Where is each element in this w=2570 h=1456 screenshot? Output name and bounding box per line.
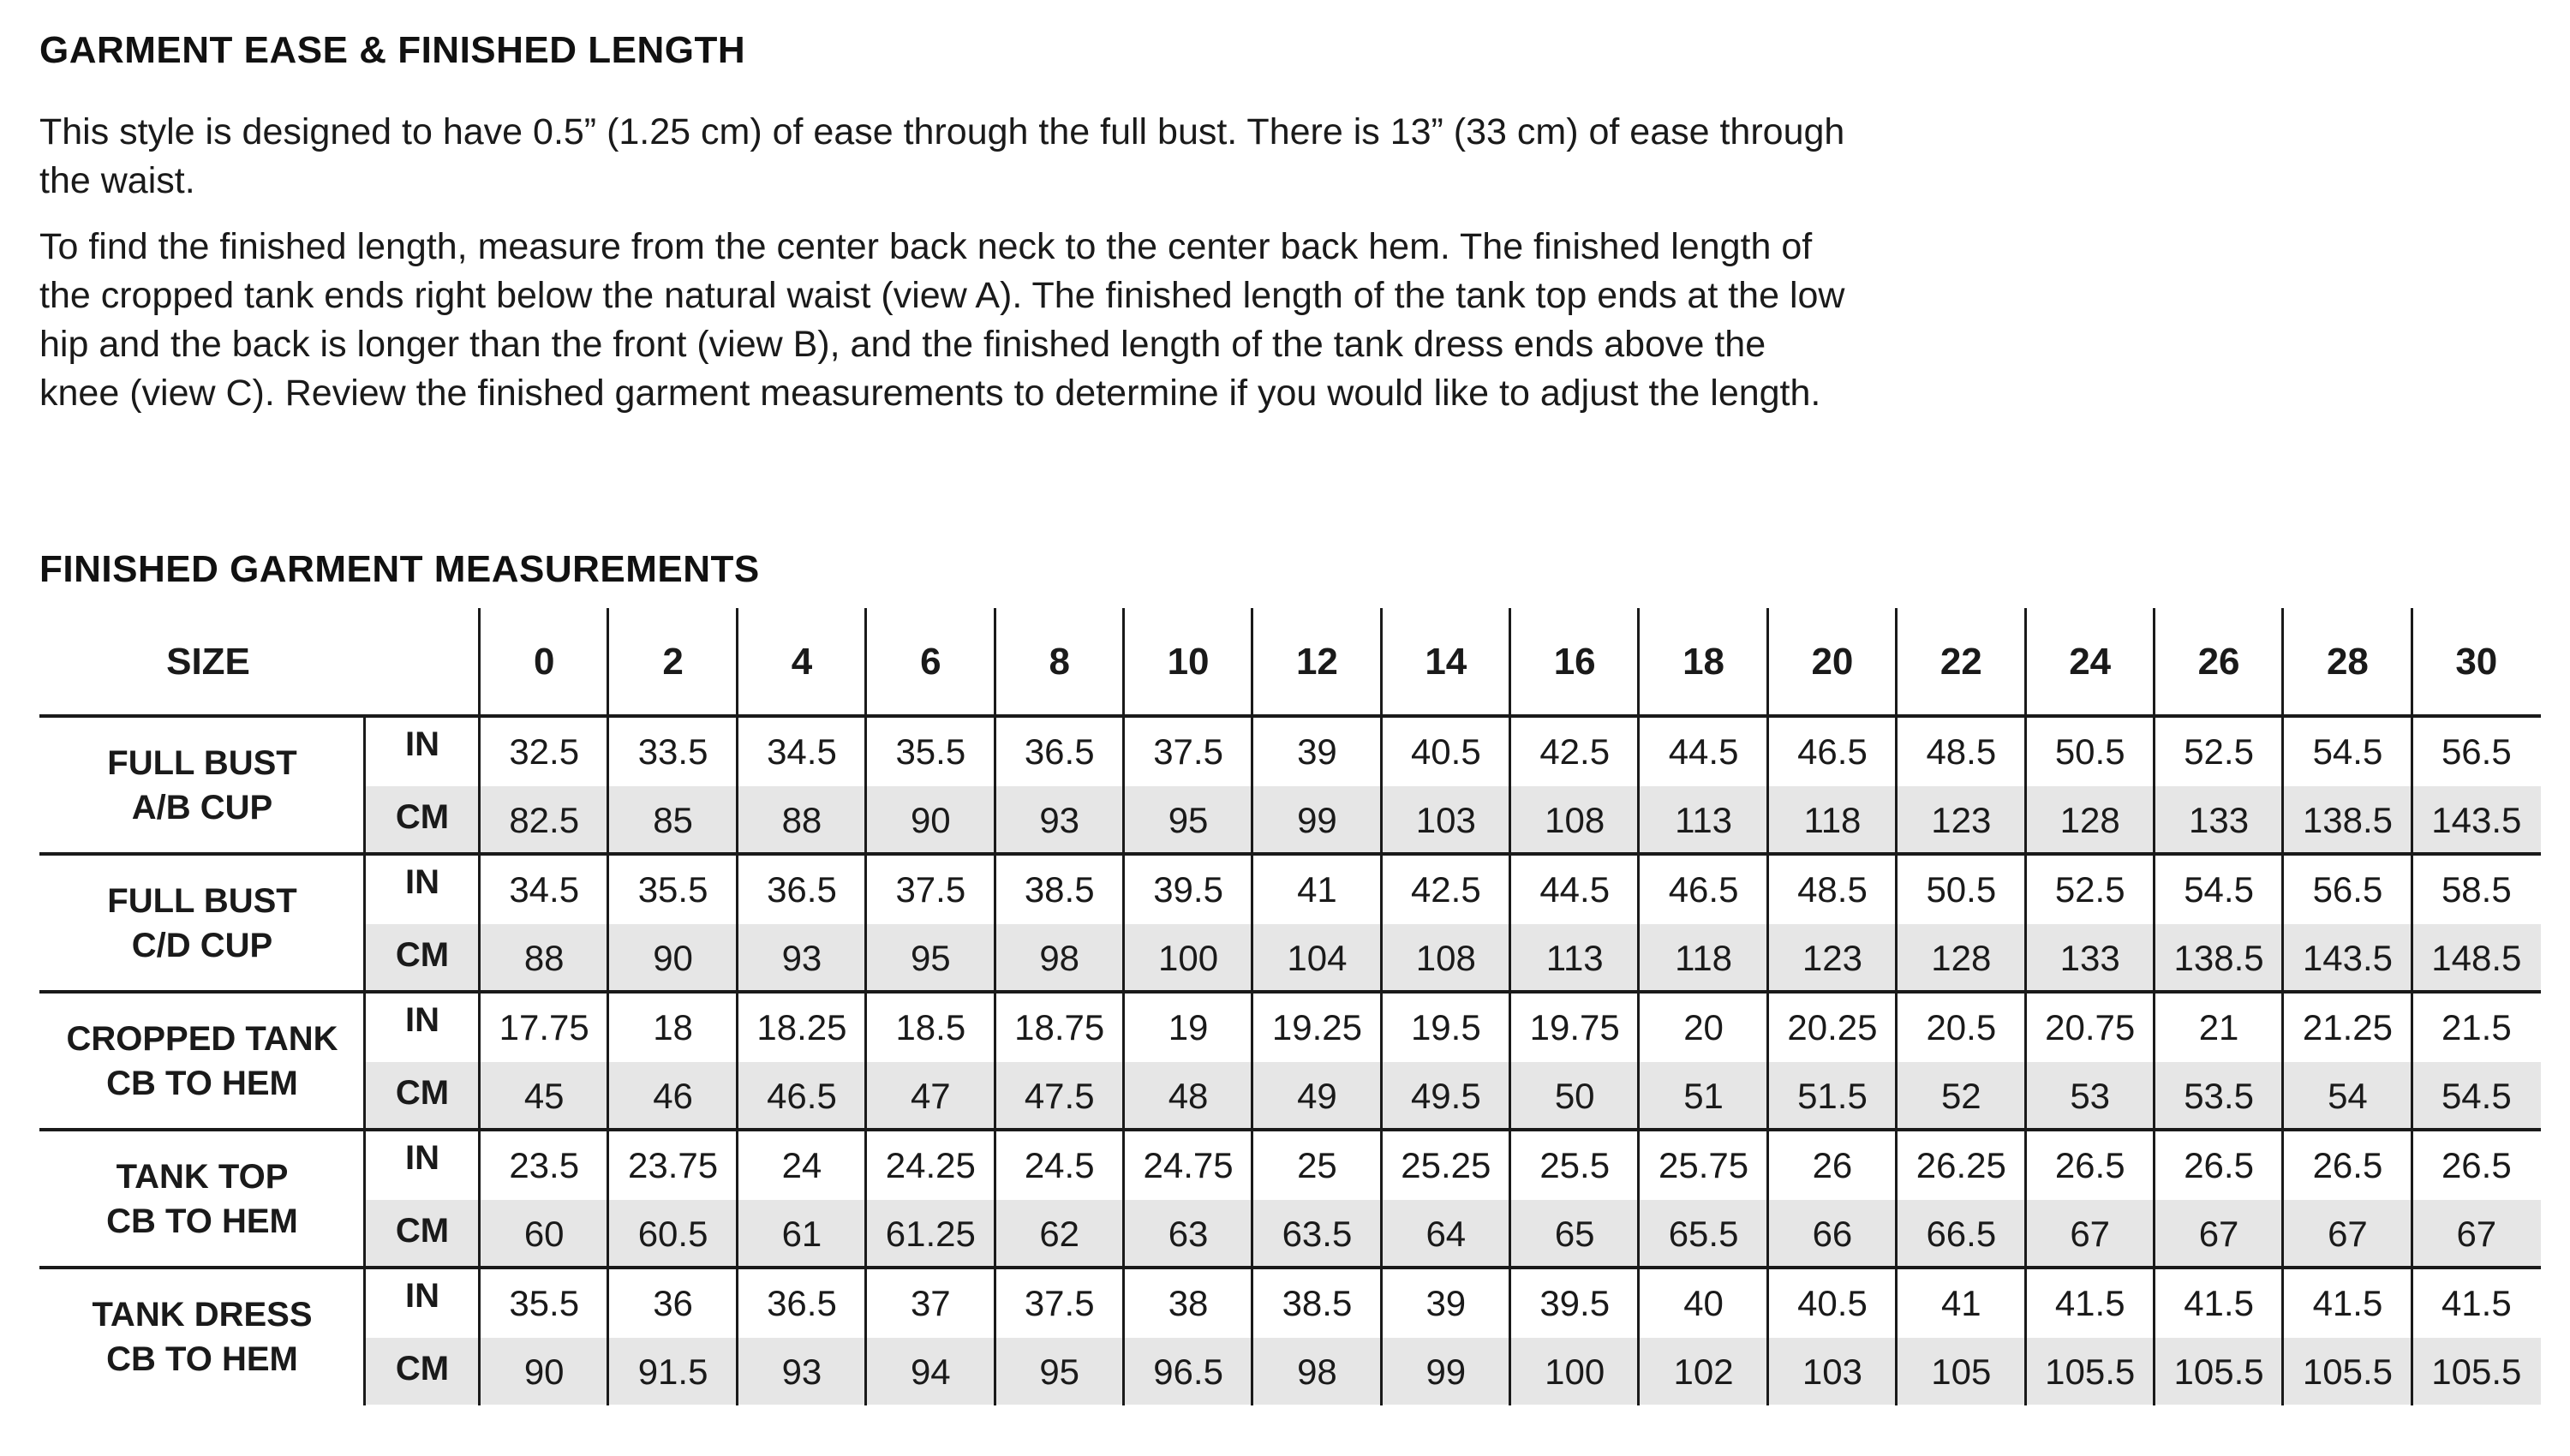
size-column-header: 8 bbox=[1049, 641, 1070, 683]
row-label-line-1: FULL BUST bbox=[107, 743, 297, 782]
size-column-header: 22 bbox=[1939, 641, 1982, 683]
table-cell-cm: 48 bbox=[1168, 1076, 1209, 1116]
measurement-row-label bbox=[39, 992, 365, 1130]
measurement-row-label bbox=[39, 854, 365, 992]
table-cell-in: 35.5 bbox=[509, 1283, 580, 1323]
size-column-header: 24 bbox=[2069, 641, 2112, 683]
table-cell-cm: 138.5 bbox=[2173, 938, 2264, 978]
table-cell-cm: 61.25 bbox=[885, 1214, 976, 1254]
table-cell-in: 18.75 bbox=[1014, 1007, 1105, 1047]
table-cell-cm: 103 bbox=[1802, 1352, 1862, 1392]
table-cell-in: 20.75 bbox=[2045, 1007, 2136, 1047]
unit-in-label: IN bbox=[405, 1276, 439, 1315]
table-cell-in: 48.5 bbox=[1797, 869, 1868, 910]
size-column-header: 30 bbox=[2455, 641, 2498, 683]
table-cell-in: 39 bbox=[1297, 731, 1337, 772]
table-cell-cm: 63.5 bbox=[1282, 1214, 1353, 1254]
table-cell-in: 36.5 bbox=[1024, 731, 1095, 772]
table-cell-in: 54.5 bbox=[2184, 869, 2254, 910]
table-cell-in: 37 bbox=[910, 1283, 951, 1323]
table-row-divider bbox=[39, 990, 2541, 994]
size-column-header: 28 bbox=[2326, 641, 2369, 683]
table-cell-in: 48.5 bbox=[1926, 731, 1997, 772]
table-cell-in: 18.5 bbox=[895, 1007, 966, 1047]
ease-heading: GARMENT EASE & FINISHED LENGTH bbox=[39, 29, 746, 71]
table-cell-cm: 88 bbox=[523, 938, 565, 978]
table-cell-in: 37.5 bbox=[895, 869, 966, 910]
table-cell-in: 21 bbox=[2198, 1007, 2239, 1047]
table-cell-in: 40.5 bbox=[1797, 1283, 1868, 1323]
size-column-divider bbox=[2411, 608, 2413, 1405]
table-cell-in: 19.75 bbox=[1529, 1007, 1620, 1047]
table-cell-in: 37.5 bbox=[1153, 731, 1223, 772]
table-cell-cm: 53 bbox=[2070, 1076, 2111, 1116]
table-cell-cm: 100 bbox=[1158, 938, 1219, 978]
table-cell-cm: 123 bbox=[1802, 938, 1862, 978]
table-cell-in: 35.5 bbox=[637, 869, 708, 910]
size-column-divider bbox=[1122, 608, 1125, 1405]
table-cell-in: 42.5 bbox=[1539, 731, 1611, 772]
table-cell-in: 56.5 bbox=[2312, 869, 2383, 910]
table-cell-in: 19.5 bbox=[1410, 1007, 1481, 1047]
unit-cm-label: CM bbox=[395, 935, 450, 974]
table-cell-in: 52.5 bbox=[2184, 731, 2254, 772]
table-cell-in: 42.5 bbox=[1410, 869, 1481, 910]
table-cell-cm: 113 bbox=[1545, 938, 1604, 978]
table-cell-cm: 85 bbox=[653, 800, 693, 840]
size-column-divider bbox=[478, 608, 481, 1405]
table-cell-in: 36.5 bbox=[767, 869, 837, 910]
table-row-divider bbox=[39, 852, 2541, 856]
table-cell-cm: 93 bbox=[781, 1352, 822, 1392]
table-cell-cm: 50 bbox=[1554, 1076, 1595, 1116]
table-cell-cm: 118 bbox=[1675, 938, 1733, 978]
size-column-divider bbox=[1895, 608, 1898, 1405]
size-column-divider bbox=[1380, 608, 1383, 1405]
table-cell-in: 19 bbox=[1168, 1007, 1209, 1047]
table-cell-in: 26 bbox=[1812, 1145, 1853, 1185]
size-column-header: 6 bbox=[920, 641, 941, 683]
table-cell-cm: 51 bbox=[1683, 1076, 1724, 1116]
table-cell-cm: 53.5 bbox=[2184, 1076, 2254, 1116]
table-cell-in: 50.5 bbox=[2054, 731, 2125, 772]
table-cell-in: 24 bbox=[781, 1145, 822, 1185]
table-cell-cm: 66 bbox=[1812, 1214, 1853, 1254]
table-cell-in: 37.5 bbox=[1024, 1283, 1095, 1323]
table-cell-cm: 100 bbox=[1545, 1352, 1605, 1392]
table-cell-in: 50.5 bbox=[1926, 869, 1997, 910]
table-cell-cm: 98 bbox=[1039, 938, 1080, 978]
size-column-divider bbox=[1509, 608, 1511, 1405]
table-cell-in: 25.75 bbox=[1659, 1145, 1749, 1185]
size-column-header: 18 bbox=[1682, 641, 1725, 683]
table-cell-cm: 65 bbox=[1554, 1214, 1595, 1254]
row-label-line-1: CROPPED TANK bbox=[66, 1019, 338, 1058]
length-paragraph: To find the finished length, measure from the center back neck to the center back hem. The finished length of the cropped tank ends right below the natural waist (view A). The finished length of the tank top ends at the low hip and the back is longer than the front (view B), and the finished length of the tank dress ends above the knee (view C). Review the finished garment measurements to determine if you would like to adjust the length. bbox=[39, 226, 1845, 414]
table-cell-in: 46.5 bbox=[1668, 869, 1739, 910]
table-cell-in: 46.5 bbox=[1797, 731, 1868, 772]
table-cell-cm: 95 bbox=[1168, 800, 1209, 840]
table-cell-in: 17.75 bbox=[499, 1007, 589, 1047]
measurement-row-label bbox=[39, 716, 365, 854]
table-cell-in: 54.5 bbox=[2312, 731, 2383, 772]
table-cell-cm: 143.5 bbox=[2302, 938, 2393, 978]
table-cell-cm: 90 bbox=[523, 1352, 565, 1392]
size-column-header: 14 bbox=[1425, 641, 1467, 683]
row-label-line-2: CB TO HEM bbox=[106, 1340, 298, 1378]
table-cell-cm: 61 bbox=[781, 1214, 822, 1254]
table-cell-cm: 51.5 bbox=[1797, 1076, 1868, 1116]
table-cell-in: 34.5 bbox=[767, 731, 837, 772]
row-label-line-1: FULL BUST bbox=[107, 881, 297, 920]
table-cell-in: 38.5 bbox=[1282, 1283, 1353, 1323]
table-cell-in: 34.5 bbox=[509, 869, 580, 910]
table-cell-cm: 95 bbox=[1039, 1352, 1080, 1392]
table-cell-in: 41.5 bbox=[2441, 1283, 2512, 1323]
table-row-divider bbox=[39, 1128, 2541, 1131]
table-cell-in: 23.75 bbox=[628, 1145, 719, 1185]
table-cell-in: 32.5 bbox=[509, 731, 580, 772]
table-cell-in: 25.25 bbox=[1401, 1145, 1491, 1185]
table-cell-cm: 103 bbox=[1415, 800, 1476, 840]
table-cell-cm: 93 bbox=[1039, 800, 1080, 840]
unit-in-label: IN bbox=[405, 1000, 439, 1039]
size-column-header: 10 bbox=[1167, 641, 1210, 683]
table-cell-cm: 102 bbox=[1673, 1352, 1734, 1392]
size-column-header: 20 bbox=[1811, 641, 1854, 683]
table-cell-cm: 54 bbox=[2328, 1076, 2368, 1116]
table-cell-in: 40 bbox=[1683, 1283, 1724, 1323]
table-cell-cm: 60 bbox=[523, 1214, 565, 1254]
table-cell-cm: 108 bbox=[1415, 938, 1476, 978]
table-cell-cm: 113 bbox=[1675, 800, 1733, 840]
row-label-line-1: TANK TOP bbox=[116, 1157, 289, 1196]
table-cell-cm: 104 bbox=[1287, 938, 1348, 978]
table-cell-in: 18 bbox=[653, 1007, 693, 1047]
table-cell-in: 25.5 bbox=[1539, 1145, 1611, 1185]
table-cell-in: 26.5 bbox=[2054, 1145, 2125, 1185]
table-cell-in: 36.5 bbox=[767, 1283, 837, 1323]
table-cell-cm: 47 bbox=[910, 1076, 951, 1116]
table-cell-in: 20.5 bbox=[1926, 1007, 1997, 1047]
table-cell-cm: 128 bbox=[2059, 800, 2120, 840]
size-column-divider bbox=[994, 608, 996, 1405]
table-cell-cm: 88 bbox=[781, 800, 822, 840]
table-cell-cm: 67 bbox=[2456, 1214, 2497, 1254]
table-row-divider bbox=[39, 714, 2541, 718]
table-cell-in: 41 bbox=[1940, 1283, 1981, 1323]
table-cell-in: 38 bbox=[1168, 1283, 1209, 1323]
table-cell-cm: 99 bbox=[1297, 800, 1337, 840]
table-cell-in: 41.5 bbox=[2054, 1283, 2125, 1323]
table-cell-cm: 63 bbox=[1168, 1214, 1209, 1254]
row-label-line-2: A/B CUP bbox=[131, 788, 273, 826]
table-cell-cm: 67 bbox=[2328, 1214, 2368, 1254]
unit-in-label: IN bbox=[405, 725, 439, 763]
table-cell-in: 35.5 bbox=[895, 731, 966, 772]
table-cell-in: 40.5 bbox=[1410, 731, 1481, 772]
size-header: SIZE bbox=[166, 641, 250, 683]
size-column-divider bbox=[1637, 608, 1640, 1405]
table-row-divider bbox=[39, 1266, 2541, 1269]
table-cell-cm: 93 bbox=[781, 938, 822, 978]
table-cell-in: 18.25 bbox=[756, 1007, 847, 1047]
table-cell-cm: 52 bbox=[1940, 1076, 1981, 1116]
table-cell-cm: 148.5 bbox=[2431, 938, 2522, 978]
table-cell-cm: 47.5 bbox=[1024, 1076, 1095, 1116]
size-column-divider bbox=[864, 608, 867, 1405]
table-cell-in: 24.5 bbox=[1024, 1145, 1095, 1185]
row-label-line-2: CB TO HEM bbox=[106, 1202, 298, 1240]
table-cell-in: 41.5 bbox=[2184, 1283, 2254, 1323]
table-cell-cm: 66.5 bbox=[1926, 1214, 1997, 1254]
table-cell-cm: 67 bbox=[2070, 1214, 2111, 1254]
table-cell-cm: 105.5 bbox=[2173, 1352, 2264, 1392]
table-cell-cm: 49 bbox=[1297, 1076, 1337, 1116]
table-cell-cm: 105.5 bbox=[2431, 1352, 2522, 1392]
unit-cm-label: CM bbox=[395, 1073, 450, 1112]
table-cell-cm: 99 bbox=[1425, 1352, 1467, 1392]
table-cell-in: 44.5 bbox=[1539, 869, 1611, 910]
table-cell-in: 39.5 bbox=[1153, 869, 1223, 910]
table-cell-cm: 105.5 bbox=[2302, 1352, 2393, 1392]
table-cell-cm: 98 bbox=[1297, 1352, 1337, 1392]
size-column-divider bbox=[2153, 608, 2155, 1405]
size-column-divider bbox=[2281, 608, 2284, 1405]
table-cell-cm: 105 bbox=[1931, 1352, 1992, 1392]
size-column-divider bbox=[2024, 608, 2027, 1405]
size-column-divider bbox=[607, 608, 609, 1405]
table-cell-cm: 108 bbox=[1545, 800, 1605, 840]
table-cell-in: 25 bbox=[1297, 1145, 1337, 1185]
table-cell-cm: 96.5 bbox=[1153, 1352, 1223, 1392]
label-column-divider bbox=[363, 716, 366, 1405]
size-column-header: 0 bbox=[533, 641, 555, 683]
table-cell-in: 39.5 bbox=[1539, 1283, 1611, 1323]
table-cell-in: 26.5 bbox=[2184, 1145, 2254, 1185]
size-column-header: 4 bbox=[791, 641, 813, 683]
measurement-row-label bbox=[39, 1268, 365, 1405]
table-cell-in: 24.25 bbox=[885, 1145, 976, 1185]
unit-cm-label: CM bbox=[395, 1211, 450, 1250]
table-cell-cm: 65.5 bbox=[1668, 1214, 1739, 1254]
ease-paragraph: This style is designed to have 0.5” (1.25 cm) of ease through the full bust. There is 13” (33 cm) of ease through the waist. bbox=[39, 111, 1845, 201]
table-cell-cm: 60.5 bbox=[637, 1214, 708, 1254]
measurements-table bbox=[39, 608, 2541, 1415]
table-cell-in: 33.5 bbox=[637, 731, 708, 772]
table-cell-in: 39 bbox=[1425, 1283, 1467, 1323]
table-cell-cm: 67 bbox=[2198, 1214, 2239, 1254]
table-cell-cm: 133 bbox=[2059, 938, 2120, 978]
table-cell-cm: 94 bbox=[910, 1352, 951, 1392]
table-cell-cm: 64 bbox=[1425, 1214, 1467, 1254]
table-cell-cm: 54.5 bbox=[2441, 1076, 2512, 1116]
table-cell-in: 24.75 bbox=[1143, 1145, 1234, 1185]
table-cell-cm: 45 bbox=[523, 1076, 565, 1116]
table-cell-in: 26.5 bbox=[2441, 1145, 2512, 1185]
table-cell-cm: 123 bbox=[1931, 800, 1992, 840]
measurements-heading: FINISHED GARMENT MEASUREMENTS bbox=[39, 548, 760, 590]
row-label-line-1: TANK DRESS bbox=[92, 1295, 313, 1334]
table-cell-cm: 105.5 bbox=[2045, 1352, 2136, 1392]
size-column-header: 2 bbox=[662, 641, 684, 683]
table-cell-cm: 90 bbox=[910, 800, 951, 840]
table-cell-in: 20 bbox=[1683, 1007, 1724, 1047]
row-label-line-2: CB TO HEM bbox=[106, 1064, 298, 1102]
unit-cm-label: CM bbox=[395, 797, 450, 836]
table-cell-cm: 128 bbox=[1931, 938, 1992, 978]
table-cell-in: 26.5 bbox=[2312, 1145, 2383, 1185]
table-cell-cm: 46 bbox=[653, 1076, 693, 1116]
size-column-header: 16 bbox=[1553, 641, 1596, 683]
unit-in-label: IN bbox=[405, 862, 439, 901]
table-cell-in: 26.25 bbox=[1916, 1145, 2006, 1185]
table-cell-in: 44.5 bbox=[1668, 731, 1739, 772]
unit-cm-label: CM bbox=[395, 1349, 450, 1387]
table-cell-in: 23.5 bbox=[509, 1145, 580, 1185]
table-cell-cm: 62 bbox=[1039, 1214, 1080, 1254]
table-cell-cm: 91.5 bbox=[637, 1352, 708, 1392]
table-cell-cm: 133 bbox=[2189, 800, 2250, 840]
table-cell-in: 20.25 bbox=[1787, 1007, 1878, 1047]
size-column-divider bbox=[736, 608, 738, 1405]
table-cell-cm: 143.5 bbox=[2431, 800, 2522, 840]
row-label-line-2: C/D CUP bbox=[131, 926, 273, 964]
table-cell-in: 19.25 bbox=[1271, 1007, 1362, 1047]
table-cell-cm: 138.5 bbox=[2302, 800, 2393, 840]
size-column-header: 12 bbox=[1295, 641, 1338, 683]
table-cell-in: 41 bbox=[1297, 869, 1337, 910]
size-column-divider bbox=[1766, 608, 1769, 1405]
measurement-row-label bbox=[39, 1130, 365, 1268]
table-cell-cm: 49.5 bbox=[1410, 1076, 1481, 1116]
table-cell-in: 58.5 bbox=[2441, 869, 2512, 910]
table-cell-in: 21.25 bbox=[2302, 1007, 2393, 1047]
table-cell-in: 56.5 bbox=[2441, 731, 2512, 772]
table-cell-in: 41.5 bbox=[2312, 1283, 2383, 1323]
table-cell-in: 38.5 bbox=[1024, 869, 1095, 910]
table-cell-cm: 95 bbox=[910, 938, 951, 978]
size-column-header: 26 bbox=[2197, 641, 2240, 683]
table-cell-cm: 90 bbox=[653, 938, 693, 978]
table-cell-cm: 82.5 bbox=[509, 800, 580, 840]
unit-in-label: IN bbox=[405, 1138, 439, 1177]
table-cell-cm: 46.5 bbox=[767, 1076, 837, 1116]
table-cell-in: 36 bbox=[653, 1283, 693, 1323]
table-cell-in: 52.5 bbox=[2054, 869, 2125, 910]
table-cell-in: 21.5 bbox=[2441, 1007, 2512, 1047]
table-cell-cm: 118 bbox=[1803, 800, 1862, 840]
size-column-divider bbox=[1251, 608, 1253, 1405]
